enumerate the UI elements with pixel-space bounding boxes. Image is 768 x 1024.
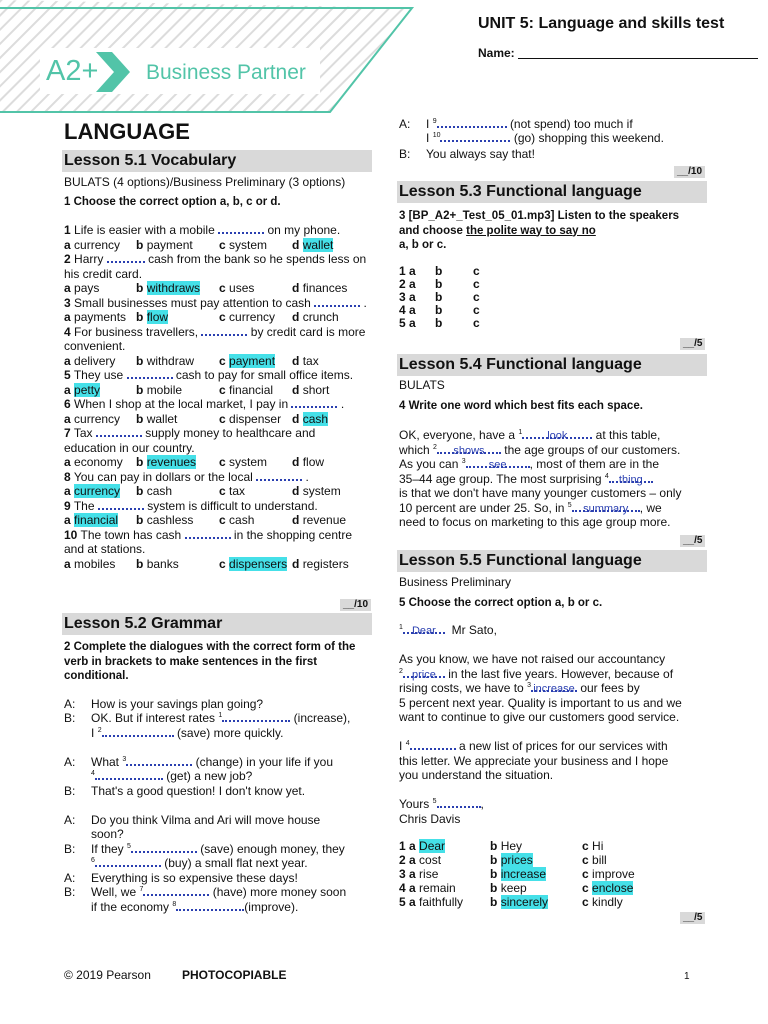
vocab-option[interactable]: a petty — [64, 382, 101, 397]
func5-option-a[interactable]: 3 a rise — [399, 867, 439, 881]
vocab-option[interactable]: a mobiles — [64, 556, 116, 571]
vocab-option[interactable]: b withdraws — [136, 281, 201, 295]
func5-option-a[interactable]: 4 a remain — [399, 881, 456, 895]
func5-subtitle: Business Preliminary — [399, 575, 512, 589]
vocab-option[interactable]: c dispenser — [219, 411, 282, 426]
vocab-option[interactable]: a currency — [64, 484, 121, 498]
func3-option-b[interactable]: b — [435, 316, 443, 330]
func3-row — [399, 277, 519, 290]
func5-option-a[interactable]: 1 a Dear — [399, 839, 446, 853]
vocab-option[interactable]: a delivery — [64, 353, 116, 368]
vocab-options — [64, 383, 370, 398]
vocab-option[interactable]: c uses — [219, 281, 255, 295]
dialogue-4: A: I $^9$ (not spend) too much if I $^{10}$ (go) shopping this weekend. B: You always say that! — [399, 117, 664, 161]
vocab-blank[interactable] — [314, 296, 360, 307]
vocab-option[interactable]: b flow — [136, 310, 169, 324]
name-label: Name: — [478, 46, 515, 60]
vocab-option[interactable]: d finances — [292, 281, 348, 295]
vocab-option[interactable]: a financial — [64, 513, 119, 527]
func3-option-b[interactable]: b — [435, 303, 443, 317]
vocab-instruction: 1 Choose the correct option a, b, c or d. — [64, 196, 281, 208]
main-title: LANGUAGE — [64, 119, 190, 144]
vocab-option[interactable]: c system — [219, 237, 268, 252]
vocab-option[interactable]: c cash — [219, 513, 255, 527]
dialogue-3: A: Do you think Vilma and Ari will move house soon? B: If they $^5$ (save) enough money, they $^6$ (buy) a small flat next year. A: Everything is so expensive these days! B: Well, we $^7$ (have) more money soon if the economy $^8$ (improve). — [64, 813, 347, 914]
func3-score: __/5 — [680, 338, 705, 350]
vocab-option[interactable]: d registers — [292, 556, 349, 571]
answer-dear[interactable]: Dear — [403, 623, 445, 634]
blank-7[interactable] — [143, 885, 209, 896]
vocab-option[interactable]: a currency — [64, 411, 121, 426]
func5-option-row — [399, 853, 679, 867]
func3-option-a[interactable]: 2 a — [399, 277, 416, 291]
vocab-option[interactable]: b banks — [136, 556, 179, 571]
func3-option-b[interactable]: b — [435, 290, 443, 304]
vocab-question: 9 The system is difficult to understand. — [64, 498, 318, 513]
vocab-options — [64, 557, 370, 572]
vocab-question: 1 Life is easier with a mobile on my phone. — [64, 223, 341, 237]
blank-func5-4[interactable] — [410, 739, 456, 750]
func5-option-b[interactable]: b increase — [490, 867, 547, 881]
blank-6[interactable] — [95, 856, 161, 867]
vocab-option[interactable]: c payment — [219, 353, 276, 368]
vocab-option[interactable]: b cash — [136, 484, 173, 498]
vocab-subtitle: BULATS (4 options)/Business Preliminary (3 options) — [64, 175, 346, 189]
vocab-items — [64, 223, 370, 571]
func4-instruction: 4 Write one word which best fits each space. — [399, 400, 643, 412]
blank-3[interactable] — [126, 755, 192, 766]
vocab-options — [64, 281, 370, 296]
blank-4[interactable] — [95, 769, 163, 780]
vocab-option[interactable]: c financial — [219, 382, 274, 397]
func3-option-c[interactable]: c — [473, 264, 480, 278]
func5-option-c[interactable]: c kindly — [582, 895, 623, 909]
answer-look[interactable]: look — [522, 428, 592, 439]
func3-choices — [399, 264, 519, 329]
blank-1[interactable] — [222, 711, 290, 722]
blank-10[interactable] — [440, 131, 510, 142]
func3-option-a[interactable]: 5 a — [399, 316, 416, 330]
func3-option-c[interactable]: c — [473, 303, 480, 317]
name-field-line[interactable] — [518, 58, 758, 59]
answer-summary[interactable]: summary — [572, 501, 640, 512]
footer-photocopiable: PHOTOCOPIABLE — [182, 968, 287, 982]
vocab-title: Lesson 5.1 Vocabulary — [62, 150, 372, 172]
vocab-blank[interactable] — [218, 223, 264, 234]
vocab-option[interactable]: b withdraw — [136, 353, 195, 368]
vocab-options — [64, 354, 370, 369]
brand-name: Business Partner — [146, 61, 306, 84]
dialogue-2: A: What $^3$ (change) in your life if you $^4$ (get) a new job? B: That's a good question! I don't know yet. — [64, 755, 334, 798]
vocab-score: __/10 — [340, 599, 371, 611]
grammar-score: __/10 — [674, 166, 705, 178]
vocab-question: 10 The town has cash in the shopping centre and at stations. — [64, 527, 352, 556]
func4-subtitle: BULATS — [399, 378, 445, 392]
answer-price[interactable]: price — [403, 667, 445, 678]
vocab-options — [64, 513, 370, 528]
vocab-blank[interactable] — [96, 426, 142, 437]
footer-copyright: © 2019 Pearson — [64, 968, 151, 982]
func3-option-c[interactable]: c — [473, 277, 480, 291]
func3-option-a[interactable]: 1 a — [399, 264, 416, 278]
vocab-blank[interactable] — [98, 499, 144, 510]
func3-option-b[interactable]: b — [435, 264, 443, 278]
vocab-blank[interactable] — [201, 325, 247, 336]
func4-text: OK, everyone, have a $^1$ look at this table, which $^2$ shows the age groups of our customers. As you can $^3$ see , most of them are in the 35–44 age group. The most surprising $^4$ thing is that we don't have many younger customers – only 10 percent are under 25. So, in $^5$ summary , we need to focus on marketing to this age group more. — [399, 428, 682, 529]
func5-option-a[interactable]: 2 a cost — [399, 853, 442, 867]
vocab-options — [64, 238, 370, 253]
vocab-option[interactable]: d tax — [292, 353, 319, 368]
vocab-option[interactable]: a pays — [64, 281, 100, 295]
vocab-question: 7 Tax supply money to healthcare and education in our country. — [64, 426, 316, 455]
func5-option-row — [399, 895, 679, 909]
vocab-blank[interactable] — [185, 528, 231, 539]
footer-page-number: 1 — [684, 971, 690, 982]
vocab-option[interactable]: d system — [292, 484, 341, 498]
brand-level: A2+ — [46, 55, 99, 87]
grammar-title: Lesson 5.2 Grammar — [62, 613, 372, 635]
func3-instruction: 3 [BP_A2+_Test_05_01.mp3] Listen to the speakers and choose the polite way to say no a, b or c. — [399, 210, 680, 251]
vocab-blank[interactable] — [107, 252, 145, 263]
answer-shows[interactable]: shows — [437, 443, 501, 454]
vocab-option[interactable]: b mobile — [136, 382, 183, 397]
vocab-option[interactable]: b revenues — [136, 455, 197, 469]
vocab-option[interactable]: d flow — [292, 455, 325, 469]
vocab-option[interactable]: b wallet — [136, 411, 178, 426]
func5-option-b[interactable]: b sincerely — [490, 895, 549, 909]
func3-row — [399, 264, 519, 277]
vocab-option[interactable]: d crunch — [292, 310, 339, 324]
vocab-question: 6 When I shop at the local market, I pay in . — [64, 397, 345, 411]
vocab-blank[interactable] — [127, 368, 173, 379]
func3-row — [399, 303, 519, 316]
func5-option-c[interactable]: c improve — [582, 867, 635, 881]
vocab-option[interactable]: b cashless — [136, 513, 194, 527]
vocab-blank[interactable] — [291, 397, 337, 408]
func5-option-c[interactable]: c bill — [582, 853, 607, 867]
vocab-option[interactable]: a economy — [64, 455, 123, 469]
answer-thing[interactable]: thing — [609, 472, 653, 483]
func3-row — [399, 290, 519, 303]
func5-option-row — [399, 867, 679, 881]
func3-option-a[interactable]: 4 a — [399, 303, 416, 317]
func5-option-row — [399, 839, 679, 853]
func5-option-b[interactable]: b prices — [490, 853, 533, 867]
func3-option-c[interactable]: c — [473, 316, 480, 330]
blank-9[interactable] — [437, 117, 507, 128]
func5-option-c[interactable]: c Hi — [582, 839, 604, 853]
func3-title: Lesson 5.3 Functional language — [397, 181, 707, 203]
func5-title: Lesson 5.5 Functional language — [397, 550, 707, 572]
vocab-options — [64, 412, 370, 427]
func5-letter: $^1$ Dear Mr Sato, As you know, we have not raised our accountancy $^2$ price in the last five years. However, because of rising costs, we have to $^3$ increase our fees by 5 percent next year. Quality is important to us and we want to continue to give our customers good service. I $^4$ a new list of prices for our services with this letter. We appreciate your business and I hope you understand the situation. Yours $^5$ , Chris Davis — [399, 623, 682, 826]
grammar-instruction: 2 Complete the dialogues with the correct form of the verb in brackets to make sentences in the first conditional. — [64, 641, 356, 682]
vocab-question: 4 For business travellers, by credit card is more convenient. — [64, 324, 366, 353]
func5-option-a[interactable]: 5 a faithfully — [399, 895, 464, 909]
vocab-option[interactable]: c system — [219, 455, 268, 469]
vocab-question: 5 They use cash to pay for small office items. — [64, 368, 354, 382]
vocab-option[interactable]: d wallet — [292, 237, 334, 252]
vocab-options — [64, 484, 370, 499]
func5-option-b[interactable]: b Hey — [490, 839, 523, 853]
answer-see[interactable]: see — [466, 457, 530, 468]
vocab-options — [64, 310, 370, 325]
func4-score: __/5 — [680, 535, 705, 547]
vocab-option[interactable]: b payment — [136, 237, 193, 252]
func3-option-c[interactable]: c — [473, 290, 480, 304]
func3-option-a[interactable]: 3 a — [399, 290, 416, 304]
vocab-question: 3 Small businesses must pay attention to cash . — [64, 295, 367, 310]
blank-8[interactable] — [176, 900, 244, 911]
vocab-question: 2 Harry cash from the bank so he spends less on his credit card. — [64, 252, 367, 281]
vocab-option[interactable]: d cash — [292, 411, 329, 426]
vocab-option[interactable]: c tax — [219, 484, 246, 498]
blank-2[interactable] — [102, 726, 174, 737]
vocab-question: 8 You can pay in dollars or the local . — [64, 469, 309, 484]
vocab-option[interactable]: d revenue — [292, 513, 347, 527]
vocab-options — [64, 455, 370, 470]
vocab-option[interactable]: a currency — [64, 237, 121, 252]
dialogue-1: A: How is your savings plan going? B: OK. But if interest rates $^1$ (increase), I $^2$ (save) more quickly. — [64, 697, 351, 740]
func5-option-row — [399, 881, 679, 895]
func4-title: Lesson 5.4 Functional language — [397, 354, 707, 376]
blank-func5-5[interactable] — [437, 797, 481, 808]
func5-options — [399, 839, 679, 909]
func5-option-c[interactable]: c enclose — [582, 881, 634, 895]
func5-instruction: 5 Choose the correct option a, b or c. — [399, 597, 603, 609]
vocab-option[interactable]: c currency — [219, 310, 276, 324]
blank-5[interactable] — [131, 842, 197, 853]
func3-option-b[interactable]: b — [435, 277, 443, 291]
vocab-blank[interactable] — [256, 470, 302, 481]
func5-score: __/5 — [680, 912, 705, 924]
func5-option-b[interactable]: b keep — [490, 881, 527, 895]
answer-increase[interactable]: increase — [531, 681, 577, 692]
vocab-option[interactable]: c dispensers — [219, 556, 288, 571]
unit-title: UNIT 5: Language and skills test — [478, 15, 725, 32]
vocab-option[interactable]: d short — [292, 382, 330, 397]
func3-row — [399, 316, 519, 329]
vocab-option[interactable]: a payments — [64, 310, 127, 324]
